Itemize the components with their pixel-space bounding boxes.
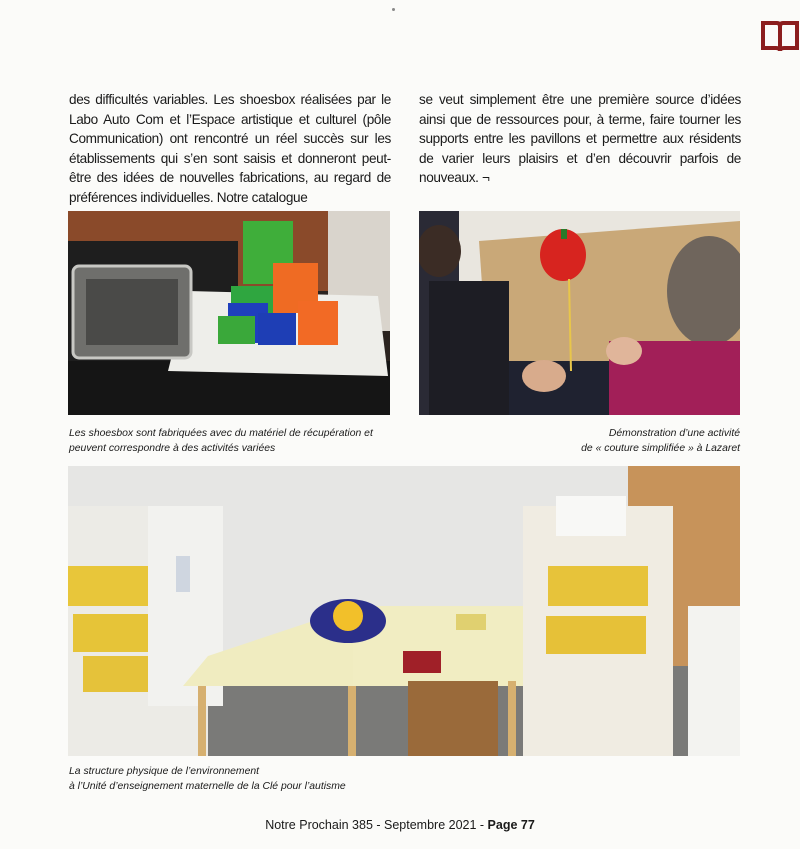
article-column-right: se veut simplement être une première source d’idées ainsi que de ressources pour, à terme, faire tourner les supports entre les pavillons et permettre aux résidents de varier leurs plaisirs et d’en découvrir parfois de nouveaux. ¬ <box>419 92 741 185</box>
caption-line: de « couture simplifiée » à Lazaret <box>581 443 740 454</box>
footer-text: Notre Prochain 385 - Septembre 2021 - <box>265 818 488 832</box>
page-number: Page 77 <box>487 818 535 832</box>
photo-classroom <box>68 466 740 756</box>
caption-shoesbox <box>69 426 373 456</box>
caption-line: peuvent correspondre à des activités variées <box>69 443 276 454</box>
article-column-left: des difficultés variables. Les shoesbox réalisées par le Labo Auto Com et l’Espace artistique et culturel (pôle Communication) ont rencontré un réel succès sur les établissements qui s’en sont saisis et donneront peut-être des idées de nouvelles fabrications, au regard de préférences individuelles. Notre catalogue <box>69 92 391 205</box>
print-speck <box>392 8 395 11</box>
caption-line: à l’Unité d’enseignement maternelle de la Clé pour l’autisme <box>69 781 346 792</box>
caption-line: La structure physique de l’environnement <box>69 766 260 777</box>
caption-line: Les shoesbox sont fabriquées avec du matériel de récupération et <box>69 428 373 439</box>
photo-shoesbox <box>68 211 390 415</box>
page-footer <box>0 818 800 832</box>
photo-couture <box>419 211 740 415</box>
caption-line: Démonstration d’une activité <box>608 428 740 439</box>
caption-couture <box>480 426 740 456</box>
book-icon <box>760 20 800 54</box>
caption-structure <box>69 764 346 794</box>
